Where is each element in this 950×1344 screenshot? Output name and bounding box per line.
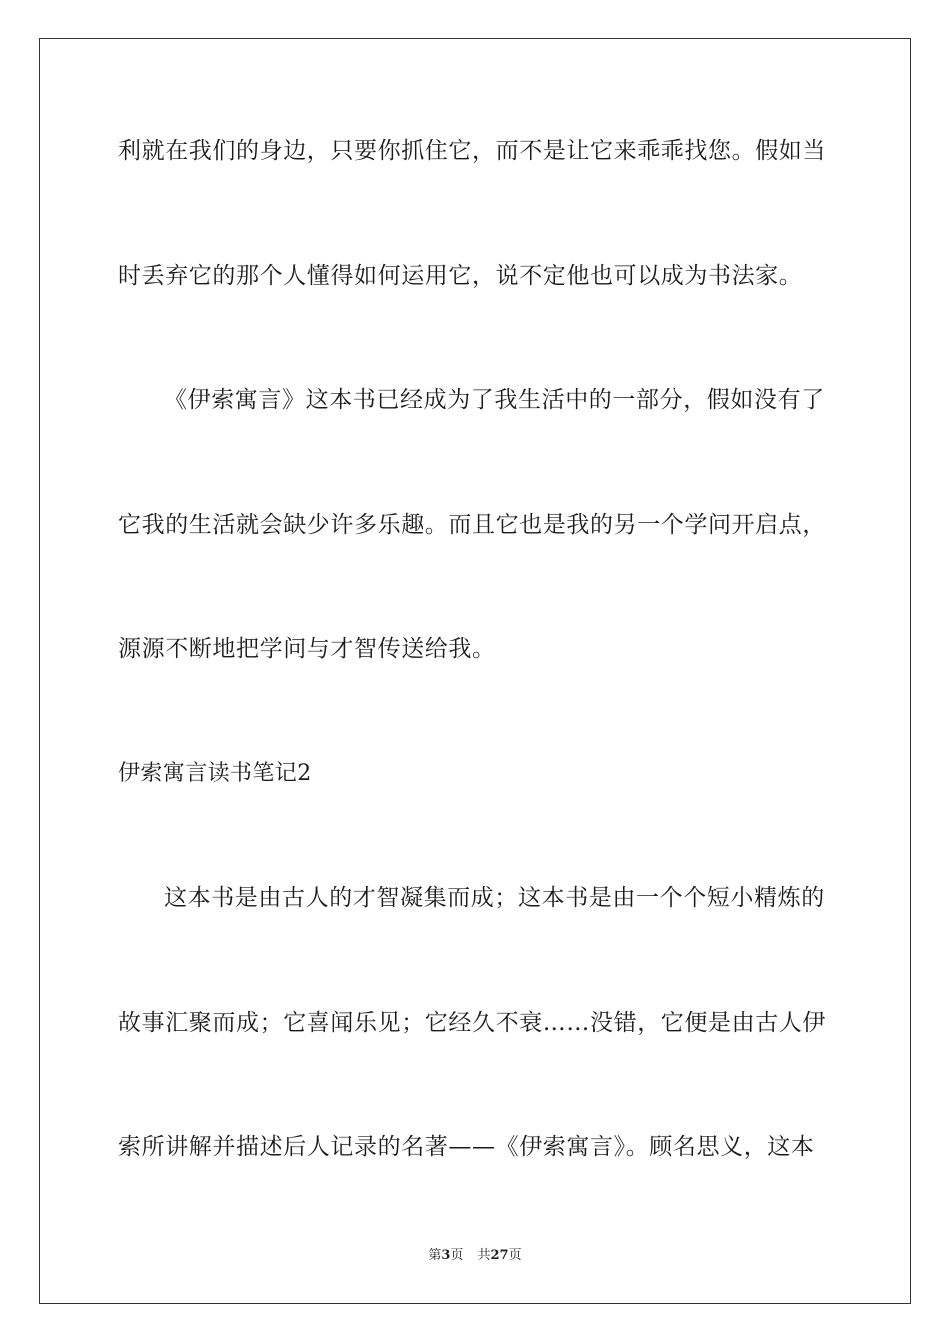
footer-page-prefix: 第 <box>428 1248 442 1263</box>
text-line: 这本书是由古人的才智凝集而成；这本书是由一个个短小精炼的 <box>164 885 825 911</box>
footer-total-prefix: 共 <box>477 1248 491 1263</box>
text-line: 故事汇聚而成；它喜闻乐见；它经久不衰……没错，它便是由古人伊 <box>118 1010 826 1036</box>
section-heading: 伊索寓言读书笔记2 <box>118 761 312 786</box>
text-line: 源源不断地把学问与才智传送给我。 <box>118 636 496 662</box>
text-line: 索所讲解并描述后人记录的名著——《伊索寓言》。顾名思义，这本 <box>118 1134 815 1160</box>
text-line: 时丢弃它的那个人懂得如何运用它，说不定他也可以成为书法家。 <box>118 263 803 289</box>
page-frame <box>39 38 911 1304</box>
footer-total-suffix: 页 <box>508 1248 522 1263</box>
text-line: 它我的生活就会缺少许多乐趣。而且它也是我的另一个学问开启点， <box>118 512 826 538</box>
page-footer <box>0 1247 950 1265</box>
text-line: 《伊索寓言》这本书已经成为了我生活中的一部分，假如没有了 <box>164 387 825 413</box>
footer-total-pages: 27 <box>490 1248 509 1263</box>
footer-page-suffix: 页 <box>450 1248 464 1263</box>
text-line: 利就在我们的身边，只要你抓住它，而不是让它来乖乖找您。假如当 <box>118 138 826 164</box>
footer-current-page: 3 <box>441 1248 451 1263</box>
